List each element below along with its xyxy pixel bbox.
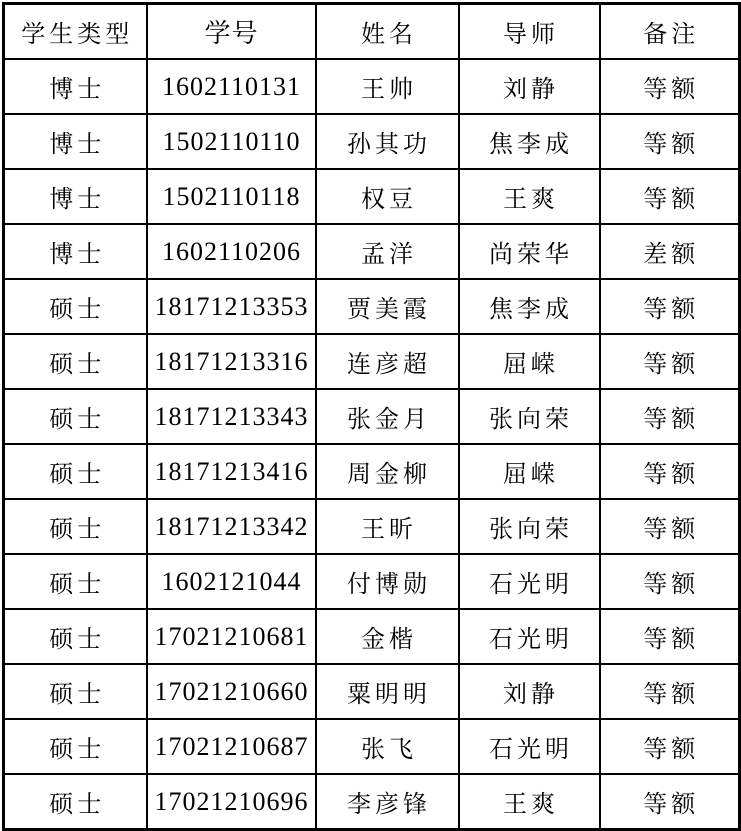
- student-id-cell: 18171213342: [147, 499, 316, 554]
- table-row: [4, 114, 740, 169]
- advisor-cell: 张向荣: [459, 499, 600, 554]
- student-type-cell: 硕士: [4, 609, 147, 664]
- student-type-cell: 硕士: [4, 554, 147, 609]
- remark-cell: 等额: [600, 774, 740, 830]
- table-row: [4, 59, 740, 114]
- student-type-cell: 博士: [4, 169, 147, 224]
- student-type-cell: 硕士: [4, 444, 147, 499]
- remark-cell: 等额: [600, 444, 740, 499]
- student-type-cell: 硕士: [4, 334, 147, 389]
- student-roster-table: [2, 2, 741, 831]
- column-header-0: 学生类型: [4, 4, 147, 60]
- remark-cell: 等额: [600, 499, 740, 554]
- remark-cell: 等额: [600, 114, 740, 169]
- student-id-cell: 1502110118: [147, 169, 316, 224]
- student-id-cell: 1602110206: [147, 224, 316, 279]
- student-id-cell: 18171213353: [147, 279, 316, 334]
- student-id-cell: 18171213416: [147, 444, 316, 499]
- remark-cell: 等额: [600, 169, 740, 224]
- student-type-cell: 硕士: [4, 279, 147, 334]
- remark-cell: 等额: [600, 554, 740, 609]
- header-row: [4, 4, 740, 60]
- advisor-cell: 尚荣华: [459, 224, 600, 279]
- name-cell: 权豆: [316, 169, 459, 224]
- student-id-cell: 17021210696: [147, 774, 316, 830]
- table-body: [4, 59, 740, 830]
- table-row: [4, 554, 740, 609]
- table-row: [4, 774, 740, 830]
- remark-cell: 等额: [600, 389, 740, 444]
- student-type-cell: 硕士: [4, 774, 147, 830]
- table-row: [4, 609, 740, 664]
- remark-cell: 等额: [600, 719, 740, 774]
- table-row: [4, 444, 740, 499]
- table-row: [4, 334, 740, 389]
- table-row: [4, 719, 740, 774]
- table-row: [4, 169, 740, 224]
- table-row: [4, 224, 740, 279]
- name-cell: 粟明明: [316, 664, 459, 719]
- advisor-cell: 刘静: [459, 664, 600, 719]
- advisor-cell: 石光明: [459, 609, 600, 664]
- student-type-cell: 博士: [4, 59, 147, 114]
- name-cell: 付博勋: [316, 554, 459, 609]
- column-header-2: 姓名: [316, 4, 459, 60]
- name-cell: 孟洋: [316, 224, 459, 279]
- name-cell: 金楷: [316, 609, 459, 664]
- remark-cell: 等额: [600, 334, 740, 389]
- remark-cell: 差额: [600, 224, 740, 279]
- advisor-cell: 刘静: [459, 59, 600, 114]
- name-cell: 王帅: [316, 59, 459, 114]
- student-type-cell: 硕士: [4, 499, 147, 554]
- remark-cell: 等额: [600, 664, 740, 719]
- advisor-cell: 焦李成: [459, 279, 600, 334]
- student-id-cell: 1602110131: [147, 59, 316, 114]
- student-type-cell: 硕士: [4, 719, 147, 774]
- name-cell: 周金柳: [316, 444, 459, 499]
- column-header-4: 备注: [600, 4, 740, 60]
- advisor-cell: 屈嵘: [459, 444, 600, 499]
- name-cell: 张金月: [316, 389, 459, 444]
- student-id-cell: 18171213343: [147, 389, 316, 444]
- student-id-cell: 17021210681: [147, 609, 316, 664]
- advisor-cell: 张向荣: [459, 389, 600, 444]
- student-type-cell: 博士: [4, 224, 147, 279]
- student-type-cell: 硕士: [4, 664, 147, 719]
- table-row: [4, 279, 740, 334]
- advisor-cell: 王爽: [459, 774, 600, 830]
- student-id-cell: 18171213316: [147, 334, 316, 389]
- table-row: [4, 499, 740, 554]
- name-cell: 张飞: [316, 719, 459, 774]
- name-cell: 李彦锋: [316, 774, 459, 830]
- advisor-cell: 王爽: [459, 169, 600, 224]
- student-type-cell: 硕士: [4, 389, 147, 444]
- table-row: [4, 664, 740, 719]
- advisor-cell: 石光明: [459, 554, 600, 609]
- name-cell: 贾美霞: [316, 279, 459, 334]
- advisor-cell: 石光明: [459, 719, 600, 774]
- advisor-cell: 焦李成: [459, 114, 600, 169]
- column-header-1: 学号: [147, 4, 316, 60]
- table-row: [4, 389, 740, 444]
- name-cell: 连彦超: [316, 334, 459, 389]
- column-header-3: 导师: [459, 4, 600, 60]
- advisor-cell: 屈嵘: [459, 334, 600, 389]
- student-id-cell: 1502110110: [147, 114, 316, 169]
- student-type-cell: 博士: [4, 114, 147, 169]
- student-id-cell: 17021210687: [147, 719, 316, 774]
- name-cell: 王昕: [316, 499, 459, 554]
- remark-cell: 等额: [600, 609, 740, 664]
- name-cell: 孙其功: [316, 114, 459, 169]
- remark-cell: 等额: [600, 279, 740, 334]
- remark-cell: 等额: [600, 59, 740, 114]
- student-id-cell: 17021210660: [147, 664, 316, 719]
- student-id-cell: 1602121044: [147, 554, 316, 609]
